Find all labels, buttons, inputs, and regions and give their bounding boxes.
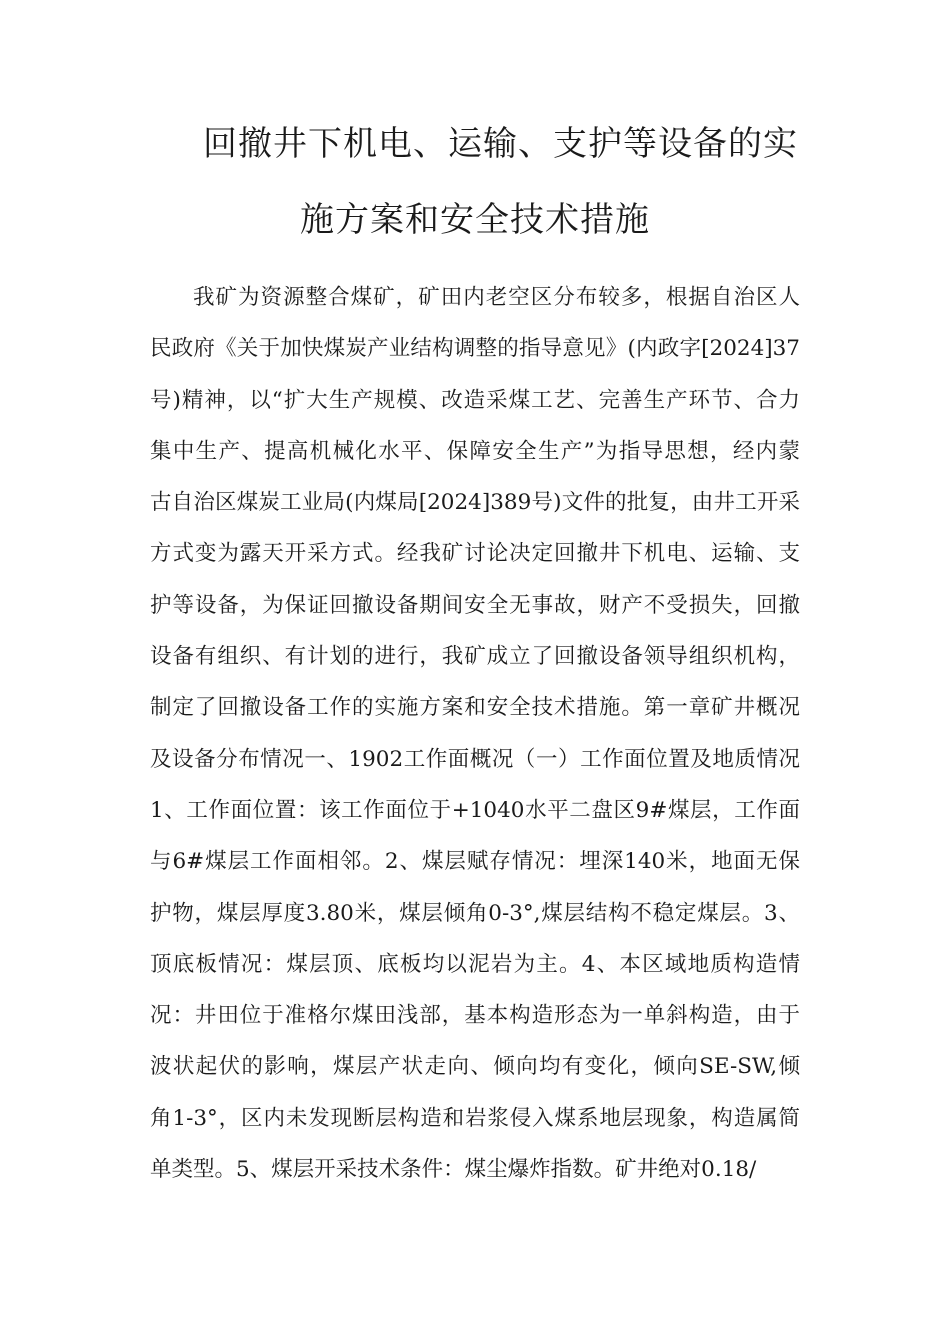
body-line: 1、工作面位置：该工作面位于+1040水平二盘区9#煤层，工作面 — [150, 797, 800, 823]
body-line: 顶底板情况：煤层顶、底板均以泥岩为主。4、本区域地质构造情 — [150, 951, 800, 977]
body-line: 古自治区煤炭工业局(内煤局[2024]389号)文件的批复，由井工开采 — [150, 490, 800, 516]
body-line: 号)精神，以“扩大生产规模、改造采煤工艺、完善生产环节、合力 — [150, 387, 800, 413]
document-title-line-2: 施方案和安全技术措施 — [300, 200, 650, 240]
body-line: 我矿为资源整合煤矿，矿田内老空区分布较多，根据自治区人 — [193, 285, 800, 310]
body-line: 集中生产、提高机械化水平、保障安全生产”为指导思想，经内蒙 — [150, 438, 800, 464]
body-line: 角1-3°，区内未发现断层构造和岩浆侵入煤系地层现象，构造属简 — [150, 1105, 800, 1131]
body-line: 民政府《关于加快煤炭产业结构调整的指导意见》(内政字[2024]37 — [150, 336, 800, 362]
body-line: 及设备分布情况一、1902工作面概况（一）工作面位置及地质情况 — [150, 746, 800, 772]
body-line: 波状起伏的影响，煤层产状走向、倾向均有变化，倾向SE-SW,倾 — [150, 1054, 800, 1080]
body-line: 设备有组织、有计划的进行，我矿成立了回撤设备领导组织机构， — [150, 644, 800, 670]
body-line: 况：井田位于准格尔煤田浅部，基本构造形态为一单斜构造，由于 — [150, 1003, 800, 1029]
body-line: 制定了回撤设备工作的实施方案和安全技术措施。第一章矿井概况 — [150, 695, 800, 721]
body-line: 与6#煤层工作面相邻。2、煤层赋存情况：埋深140米，地面无保 — [150, 849, 800, 875]
body-line: 单类型。5、煤层开采技术条件：煤尘爆炸指数。矿井绝对0.18/ — [150, 1157, 757, 1183]
document-body — [150, 272, 800, 1195]
body-line: 护等设备，为保证回撤设备期间安全无事故，财产不受损失，回撤 — [150, 592, 800, 618]
body-line: 护物，煤层厚度3.80米，煤层倾角0-3°,煤层结构不稳定煤层。3、 — [150, 900, 800, 926]
body-line: 方式变为露天开采方式。经我矿讨论决定回撤井下机电、运输、支 — [150, 541, 800, 567]
document-title-line-1: 回撤井下机电、运输、支护等设备的实 — [203, 124, 798, 164]
